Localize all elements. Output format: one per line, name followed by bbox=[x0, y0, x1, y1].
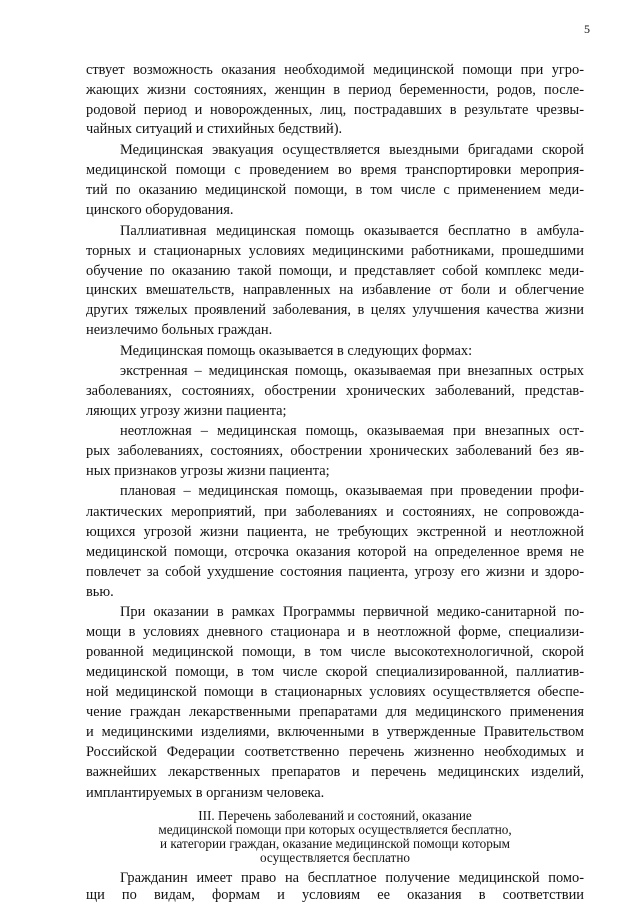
text-line: жающих жизни состояниях, женщин в период беременности, родов, после- bbox=[86, 82, 584, 98]
text-line: ных признаков угрозы жизни пациента; bbox=[86, 463, 330, 479]
text-line: повлечет за собой ухудшение состояния пациента, угрозу его жизни и здоро- bbox=[86, 564, 584, 580]
text-line: имплантируемых в организм человека. bbox=[86, 785, 325, 801]
text-line: цинских вмешательств, направленных на избавление от боли и облегчение bbox=[86, 282, 584, 298]
text-line: медицинской помощи, в том числе скорой специализированной, паллиатив- bbox=[86, 664, 584, 680]
section-heading-line: медицинской помощи при которых осуществляется бесплатно, bbox=[158, 822, 512, 837]
text-line: обучение по оказанию такой помощи, и представляет собой комплекс меди- bbox=[86, 263, 584, 279]
text-line: тий по оказанию медицинской помощи, в том числе с применением меди- bbox=[86, 182, 584, 198]
text-line: медицинской помощи с проведением во время транспортировки мероприя- bbox=[86, 162, 584, 178]
text-line: родовой период и новорожденных, лиц, пострадавших в результате чрезвы- bbox=[86, 102, 584, 118]
text-line: лактических мероприятий, при заболеваниях и состояниях, не сопровожда- bbox=[86, 504, 584, 520]
section-heading-line: осуществляется бесплатно bbox=[260, 850, 410, 865]
text-line: Российской Федерации соответственно перечень жизненно необходимых и bbox=[86, 744, 584, 760]
text-line: медицинской помощи, отсрочка оказания которой на определенное время не bbox=[86, 544, 584, 560]
text-line: щи по видам, формам и условиям ее оказания в соответствии bbox=[86, 887, 584, 903]
text-line: ляющих угрозу жизни пациента; bbox=[86, 403, 287, 419]
text-line: мощи в условиях дневного стационара и в неотложной форме, специализи- bbox=[86, 624, 584, 640]
text-line: экстренная – медицинская помощь, оказываемая при внезапных острых bbox=[120, 363, 584, 379]
text-line: цинского оборудования. bbox=[86, 202, 234, 218]
text-line: Медицинская помощь оказывается в следующих формах: bbox=[120, 343, 473, 359]
text-line: заболеваниях, состояниях, обострении хронических заболеваний, представ- bbox=[86, 383, 584, 399]
text-line: рых заболеваниях, состояниях, обострении хронических заболеваний без яв- bbox=[86, 443, 584, 459]
text-line: ющихся угрозой жизни пациента, не требующих экстренной и неотложной bbox=[86, 524, 584, 540]
section-heading-line: III. Перечень заболеваний и состояний, оказание bbox=[198, 808, 472, 823]
text-line: ной медицинской помощи в стационарных условиях осуществляется обеспе- bbox=[86, 684, 584, 700]
text-line: Гражданин имеет право на бесплатное получение медицинской помо- bbox=[120, 870, 584, 886]
text-line: При оказании в рамках Программы первичной медико-санитарной по- bbox=[120, 604, 584, 620]
text-line: ствует возможность оказания необходимой медицинской помощи при угро- bbox=[86, 62, 584, 78]
text-line: неотложная – медицинская помощь, оказываемая при внезапных ост- bbox=[120, 423, 584, 439]
text-line: вью. bbox=[86, 584, 114, 600]
text-line: и медицинскими изделиями, включенными в утвержденные Правительством bbox=[86, 724, 584, 740]
text-line: Медицинская эвакуация осуществляется выездными бригадами скорой bbox=[120, 142, 584, 158]
text-line: чайных ситуаций и стихийных бедствий). bbox=[86, 121, 343, 137]
text-line: неизлечимо больных граждан. bbox=[86, 322, 273, 338]
text-line: плановая – медицинская помощь, оказываемая при проведении профи- bbox=[120, 483, 584, 499]
text-line: чение граждан лекарственными препаратами для медицинского применения bbox=[86, 704, 584, 720]
text-line: важнейших лекарственных препаратов и перечень медицинских изделий, bbox=[86, 764, 584, 780]
text-line: других тяжелых проявлений заболевания, в целях улучшения качества жизни bbox=[86, 302, 584, 318]
text-line: торных и стационарных условиях медицинскими работниками, прошедшими bbox=[86, 243, 584, 259]
text-line: Паллиативная медицинская помощь оказывается бесплатно в амбула- bbox=[120, 223, 584, 239]
text-line: рованной медицинской помощи, в том числе высокотехнологичной, скорой bbox=[86, 644, 584, 660]
section-heading-line: и категории граждан, оказание медицинской помощи которым bbox=[159, 836, 511, 851]
page-number: 5 bbox=[584, 22, 590, 36]
